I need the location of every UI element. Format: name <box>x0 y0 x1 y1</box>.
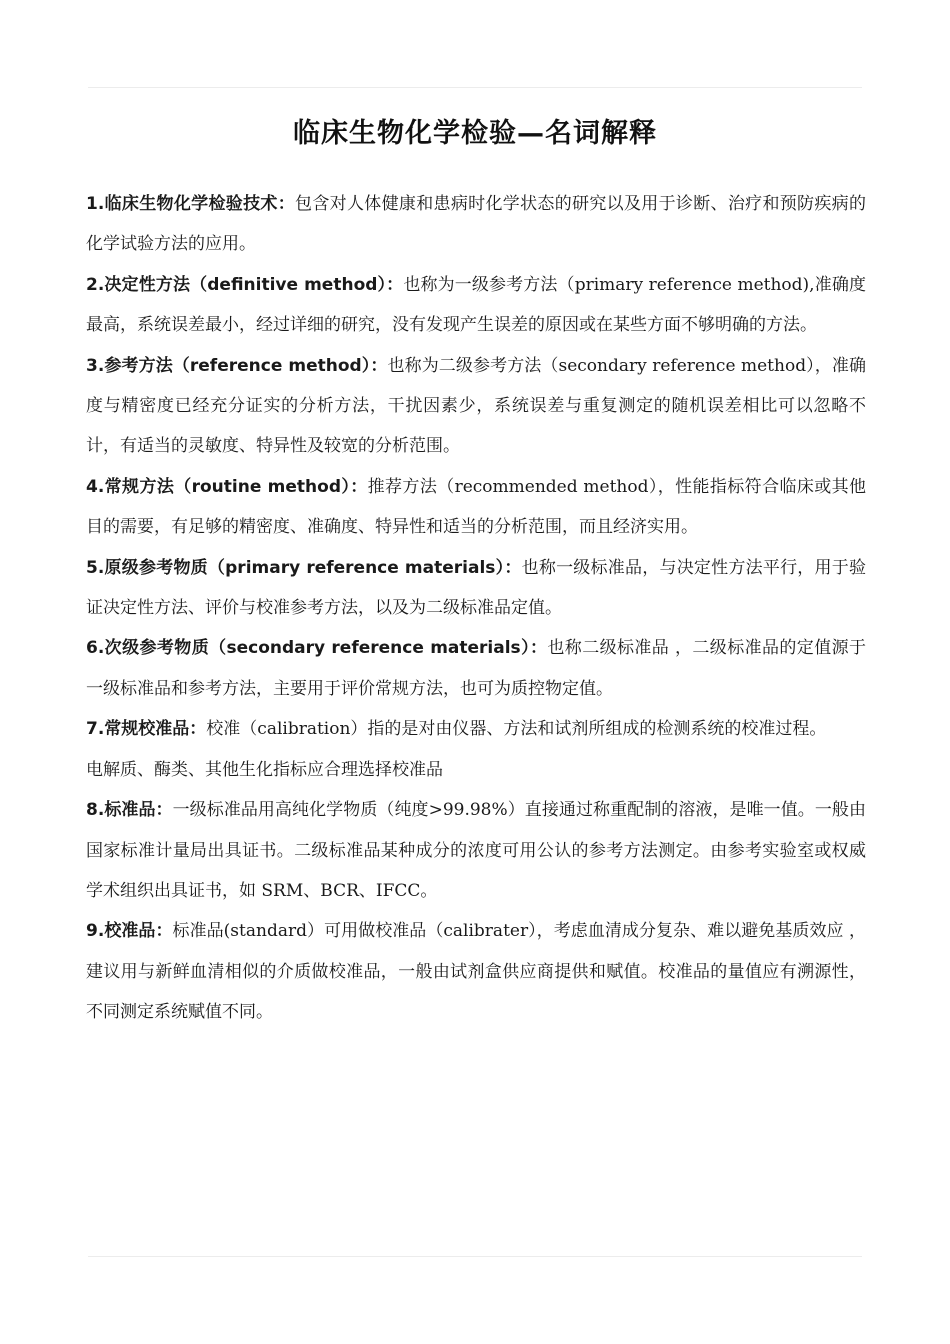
entry-term: 3.参考方法（reference method）： <box>86 355 388 376</box>
entry-definition: 标准品(standard）可用做校准品（calibrater），考虑血清成分复杂、难以避免基质效应 ，建议用与新鲜血清相似的介质做校准品，一般由试剂盒供应商提供和赋值。校准品的量值应有溯源性，不同测定系统赋值不同。 <box>86 921 866 1023</box>
glossary-entry-2 <box>86 265 866 346</box>
entry-definition: 一级标准品用高纯化学物质（纯度>99.98%）直接通过称重配制的溶液，是唯一值。一般由国家标准计量局出具证书。二级标准品某种成分的浓度可用公认的参考方法测定。由参考实验室或权威学术组织出具证书，如 SRM、BCR、IFCC。 <box>86 800 866 901</box>
entry-term: 6.次级参考物质（secondary reference materials）： <box>86 638 548 659</box>
entry-definition: 也称为二级参考方法（secondary reference method），准确度与精密度已经充分证实的分析方法，干扰因素少，系统误差与重复测定的随机误差相比可以忽略不计，有适当的灵敏度、特异性及较宽的分析范围。 <box>86 355 866 457</box>
glossary-body <box>86 184 866 1033</box>
glossary-entry-4 <box>86 467 866 548</box>
entry-term: 1.临床生物化学检验技术： <box>86 194 296 214</box>
entry-definition: 校准（calibration）指的是对由仪器、方法和试剂所组成的检测系统的校准过程。 <box>206 719 827 740</box>
entry-term: 5.原级参考物质（primary reference materials）： <box>86 557 522 578</box>
page-title: 临床生物化学检验—名词解释 <box>293 118 657 149</box>
entry-definition: 包含对人体健康和患病时化学状态的研究以及用于诊断、治疗和预防疾病的化学试验方法的应用。 <box>86 194 866 255</box>
entry-definition: 推荐方法（recommended method），性能指标符合临床或其他目的需要，有足够的精密度、准确度、特异性和适当的分析范围，而且经济实用。 <box>86 476 867 538</box>
glossary-entry-7 <box>86 709 866 749</box>
glossary-entry-6 <box>86 628 866 709</box>
entry-definition: 也称为一级参考方法（primary reference method),准确度最高，系统误差最小，经过详细的研究，没有发现产生误差的原因或在某些方面不够明确的方法。 <box>86 274 866 336</box>
glossary-entry-8 <box>86 790 866 911</box>
calibrator-note <box>86 750 866 790</box>
glossary-entry-1 <box>86 184 866 265</box>
header-rule <box>88 87 862 88</box>
glossary-entry-5 <box>86 548 866 629</box>
note-text: 电解质、酶类、其他生化指标应合理选择校准品 <box>86 759 443 780</box>
entry-term: 2.决定性方法（definitive method）： <box>86 274 404 295</box>
entry-definition: 也称一级标准品，与决定性方法平行，用于验证决定性方法、评价与校准参考方法，以及为二级标准品定值。 <box>86 557 867 619</box>
entry-term: 7.常规校准品： <box>86 719 207 740</box>
entry-term: 8.标准品： <box>86 800 173 821</box>
entry-term: 9.校准品： <box>86 921 173 942</box>
footer-rule <box>88 1256 862 1257</box>
entry-term: 4.常规方法（routine method）： <box>86 476 368 497</box>
glossary-entry-3 <box>86 346 866 467</box>
glossary-entry-9 <box>86 911 866 1032</box>
entry-definition: 也称二级标准品 ，二级标准品的定值源于一级标准品和参考方法，主要用于评价常规方法，也可为质控物定值。 <box>86 638 867 699</box>
